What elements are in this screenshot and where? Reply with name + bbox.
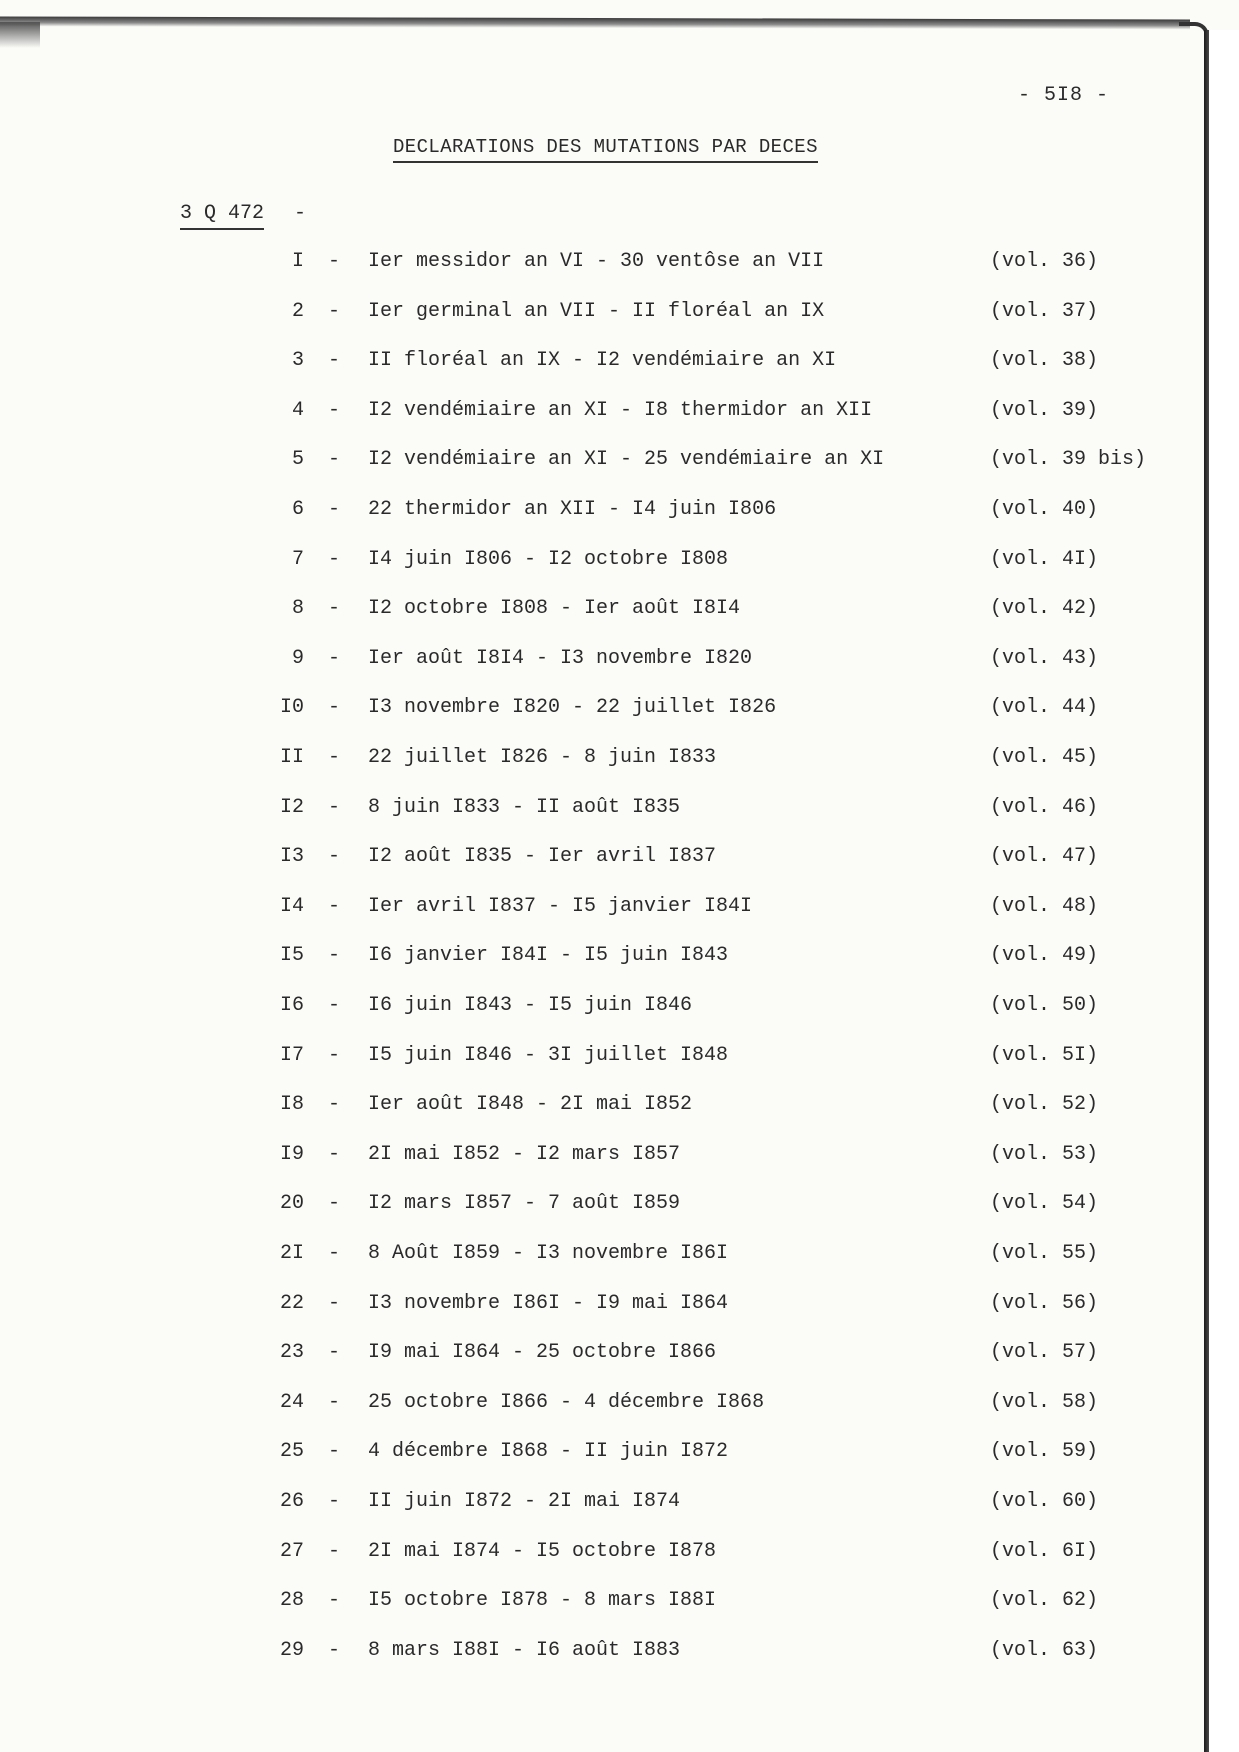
list-item: [0, 349, 1200, 379]
entry-dash: -: [328, 646, 341, 670]
entry-dash: -: [328, 1291, 341, 1315]
entry-volume: (vol. 6I): [990, 1539, 1099, 1563]
entry-dash: -: [328, 299, 341, 323]
list-item: [0, 1143, 1200, 1173]
entry-dash: -: [328, 1341, 341, 1365]
entry-number: 3: [291, 349, 304, 373]
entry-date-range: 4 décembre I868 - II juin I872: [368, 1440, 729, 1464]
entry-volume: (vol. 5I): [990, 1043, 1099, 1067]
list-item: [0, 1292, 1200, 1322]
entry-volume: (vol. 55): [990, 1242, 1099, 1265]
entry-number: 4: [291, 398, 304, 422]
entry-date-range: 8 Août I859 - I3 novembre I86I: [368, 1242, 729, 1265]
entry-dash: -: [328, 746, 341, 769]
list-item: [0, 1093, 1200, 1123]
entry-volume: (vol. 53): [990, 1142, 1099, 1166]
list-item: [0, 1391, 1200, 1421]
entry-dash: -: [328, 845, 341, 869]
entry-dash: -: [328, 944, 341, 968]
list-item: [0, 548, 1200, 578]
entry-volume: (vol. 57): [990, 1341, 1099, 1365]
entry-dash: -: [328, 1589, 341, 1613]
list-item: [0, 1639, 1200, 1669]
list-item: [0, 746, 1200, 776]
entry-volume: (vol. 56): [990, 1291, 1099, 1315]
entry-number: 29: [279, 1638, 304, 1662]
entry-date-range: Ier germinal an VII - II floréal an IX: [368, 299, 825, 323]
entry-number: I3: [279, 845, 304, 869]
list-item: [0, 1341, 1200, 1371]
entry-volume: (vol. 59): [990, 1440, 1099, 1464]
entry-number: 20: [279, 1192, 304, 1216]
entry-date-range: 8 juin I833 - II août I835: [368, 795, 681, 819]
entry-date-range: Ier août I8I4 - I3 novembre I820: [368, 646, 753, 670]
entry-dash: -: [328, 1242, 341, 1265]
list-item: [0, 895, 1200, 925]
entry-volume: (vol. 42): [990, 597, 1099, 621]
entry-number: I8: [279, 1093, 304, 1117]
entry-date-range: 2I mai I852 - I2 mars I857: [368, 1142, 681, 1166]
list-item: [0, 1044, 1200, 1074]
entry-date-range: I6 janvier I84I - I5 juin I843: [368, 944, 729, 968]
entry-date-range: I9 mai I864 - 25 octobre I866: [368, 1341, 717, 1365]
list-item: [0, 647, 1200, 677]
entry-number: 25: [279, 1440, 304, 1464]
archive-reference-code: 3 Q 472: [180, 202, 264, 230]
entry-number: I5: [279, 944, 304, 968]
entry-volume: (vol. 39 bis): [990, 448, 1147, 472]
entry-date-range: 25 octobre I866 - 4 décembre I868: [368, 1390, 765, 1414]
entry-volume: (vol. 45): [990, 746, 1099, 769]
list-item: [0, 300, 1200, 330]
entry-number: I7: [279, 1043, 304, 1067]
entry-volume: (vol. 36): [990, 250, 1099, 273]
entry-volume: (vol. 63): [990, 1638, 1099, 1662]
entry-volume: (vol. 38): [990, 349, 1099, 373]
entry-volume: (vol. 47): [990, 845, 1099, 869]
entry-date-range: II juin I872 - 2I mai I874: [368, 1490, 681, 1513]
entry-date-range: I5 octobre I878 - 8 mars I88I: [368, 1589, 717, 1613]
entry-volume: (vol. 4I): [990, 547, 1099, 571]
entry-number: 7: [291, 547, 304, 571]
entry-dash: -: [328, 795, 341, 819]
list-item: [0, 250, 1200, 280]
entry-dash: -: [328, 1539, 341, 1563]
list-item: [0, 696, 1200, 726]
list-item: [0, 1440, 1200, 1470]
entry-volume: (vol. 62): [990, 1589, 1099, 1613]
entry-date-range: I5 juin I846 - 3I juillet I848: [368, 1043, 729, 1067]
entry-volume: (vol. 40): [990, 498, 1099, 521]
entry-dash: -: [328, 498, 341, 521]
list-item: [0, 1589, 1200, 1619]
entry-volume: (vol. 60): [990, 1490, 1099, 1513]
list-item: [0, 944, 1200, 974]
entry-dash: -: [328, 894, 341, 918]
list-item: [0, 448, 1200, 478]
entry-number: 5: [291, 448, 304, 472]
entry-date-range: 8 mars I88I - I6 août I883: [368, 1638, 681, 1662]
entry-date-range: Ier avril I837 - I5 janvier I84I: [368, 894, 753, 918]
list-item: [0, 1242, 1200, 1272]
entry-number: 8: [291, 597, 304, 621]
entry-volume: (vol. 50): [990, 994, 1099, 1017]
entry-number: 23: [279, 1341, 304, 1365]
entry-volume: (vol. 49): [990, 944, 1099, 968]
entry-volume: (vol. 48): [990, 894, 1099, 918]
entry-volume: (vol. 43): [990, 646, 1099, 670]
entry-number: I: [291, 250, 304, 273]
entry-volume: (vol. 54): [990, 1192, 1099, 1216]
entry-number: 28: [279, 1589, 304, 1613]
entry-date-range: I4 juin I806 - I2 octobre I808: [368, 547, 729, 571]
entry-volume: (vol. 58): [990, 1390, 1099, 1414]
list-item: [0, 1490, 1200, 1520]
entry-date-range: I2 vendémiaire an XI - I8 thermidor an XII: [368, 398, 873, 422]
entry-dash: -: [328, 597, 341, 621]
list-item: [0, 597, 1200, 627]
entry-dash: -: [328, 1043, 341, 1067]
list-item: [0, 845, 1200, 875]
entry-number: 22: [279, 1291, 304, 1315]
entry-dash: -: [328, 1192, 341, 1216]
list-item: [0, 1192, 1200, 1222]
entry-number: II: [279, 746, 304, 769]
entry-number: I0: [279, 696, 304, 720]
entry-volume: (vol. 37): [990, 299, 1099, 323]
entry-date-range: I2 vendémiaire an XI - 25 vendémiaire an XI: [368, 448, 885, 472]
entry-number: 24: [279, 1390, 304, 1414]
entry-number: 2: [291, 299, 304, 323]
entry-number: 6: [291, 498, 304, 521]
entry-date-range: I3 novembre I820 - 22 juillet I826: [368, 696, 777, 720]
list-item: [0, 498, 1200, 528]
archive-reference-dash: -: [294, 202, 307, 225]
entry-number: I4: [279, 894, 304, 918]
entry-number: I6: [279, 994, 304, 1017]
entry-dash: -: [328, 696, 341, 720]
list-item: [0, 1540, 1200, 1570]
entry-dash: -: [328, 1490, 341, 1513]
entry-date-range: 22 thermidor an XII - I4 juin I806: [368, 498, 777, 521]
entry-dash: -: [328, 398, 341, 422]
entry-date-range: I3 novembre I86I - I9 mai I864: [368, 1291, 729, 1315]
entry-volume: (vol. 39): [990, 398, 1099, 422]
entry-dash: -: [328, 1638, 341, 1662]
entry-dash: -: [328, 1390, 341, 1414]
entry-date-range: I2 octobre I808 - Ier août I8I4: [368, 597, 741, 621]
list-item: [0, 994, 1200, 1024]
entry-dash: -: [328, 1142, 341, 1166]
entry-date-range: I2 août I835 - Ier avril I837: [368, 845, 717, 869]
entry-dash: -: [328, 1093, 341, 1117]
entry-dash: -: [328, 1440, 341, 1464]
list-item: [0, 796, 1200, 826]
entry-volume: (vol. 44): [990, 696, 1099, 720]
entry-number: 27: [279, 1539, 304, 1563]
entry-date-range: I2 mars I857 - 7 août I859: [368, 1192, 681, 1216]
entry-volume: (vol. 52): [990, 1093, 1099, 1117]
page-title: DECLARATIONS DES MUTATIONS PAR DECES: [393, 136, 818, 163]
entry-volume: (vol. 46): [990, 795, 1099, 819]
entry-date-range: Ier août I848 - 2I mai I852: [368, 1093, 693, 1117]
entry-date-range: 22 juillet I826 - 8 juin I833: [368, 746, 717, 769]
entry-dash: -: [328, 448, 341, 472]
entry-number: 9: [291, 646, 304, 670]
entry-date-range: I6 juin I843 - I5 juin I846: [368, 994, 693, 1017]
entry-date-range: II floréal an IX - I2 vendémiaire an XI: [368, 349, 837, 373]
entry-date-range: Ier messidor an VI - 30 ventôse an VII: [368, 250, 825, 273]
entry-number: 26: [279, 1490, 304, 1513]
entry-number: 2I: [279, 1242, 304, 1265]
page-number: - 5I8 -: [1018, 84, 1110, 107]
entry-date-range: 2I mai I874 - I5 octobre I878: [368, 1539, 717, 1563]
entry-number: I9: [279, 1142, 304, 1166]
entry-number: I2: [279, 795, 304, 819]
list-item: [0, 399, 1200, 429]
entry-dash: -: [328, 994, 341, 1017]
entry-dash: -: [328, 547, 341, 571]
entry-dash: -: [328, 250, 341, 273]
entry-dash: -: [328, 349, 341, 373]
